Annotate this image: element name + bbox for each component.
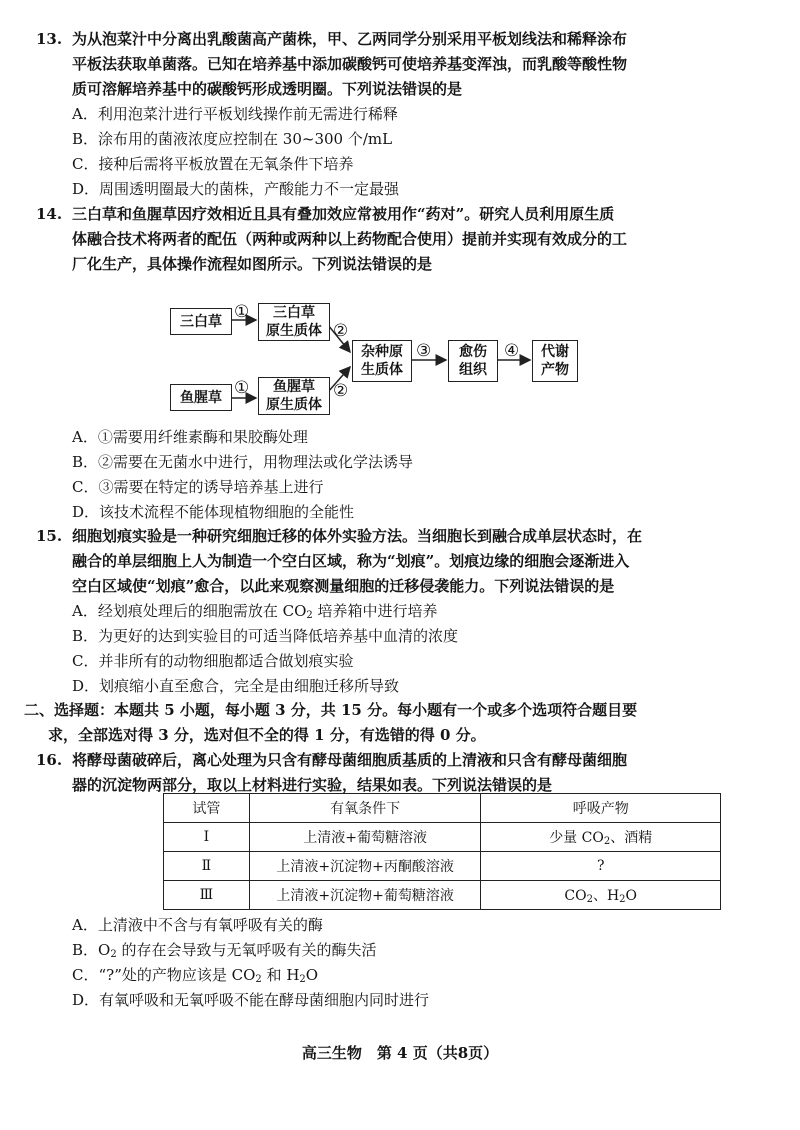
- q16-option-b-post: 的存在会导致与无氧呼吸有关的酶失活: [116, 941, 377, 959]
- header-tube: 试管: [164, 794, 250, 823]
- proto-yuxingcao-line2: 原生质体: [266, 397, 322, 413]
- q14-number: 14.: [36, 205, 63, 223]
- proto-yuxingcao-box: [258, 377, 330, 415]
- step4-label: ④: [504, 341, 520, 361]
- row3-tube: Ⅲ: [164, 881, 250, 910]
- callus-line1: 愈伤: [459, 344, 487, 360]
- q13-number: 13.: [36, 30, 63, 48]
- q16-option-a: A．上清液中不含与有氧呼吸有关的酶: [72, 916, 323, 934]
- plant-yuxingcao-box: [170, 384, 232, 411]
- header-condition: 有氧条件下: [249, 794, 481, 823]
- q16-option-b-sub: 2: [110, 949, 117, 960]
- q13-option-d: D．周围透明圈最大的菌株，产酸能力不一定最强: [72, 180, 400, 198]
- q15-option-a-post: 培养箱中进行培养: [312, 602, 438, 620]
- q16-option-c-mid: 和 H: [261, 966, 300, 984]
- q15-stem-line2: 融合的单层细胞上人为制造一个空白区域，称为“划痕”。划痕边缘的细胞会逐渐进入: [72, 552, 630, 570]
- q14-stem-line3: 厂化生产，具体操作流程如图所示。下列说法错误的是: [72, 255, 433, 273]
- row1-product-b: 、酒精: [610, 830, 653, 846]
- q15-stem-line1: 细胞划痕实验是一种研究细胞迁移的体外实验方法。当细胞长到融合成单层状态时，在: [72, 527, 643, 545]
- q14-stem-line1: 三白草和鱼腥草因疗效相近且具有叠加效应常被用作“药对”。研究人员利用原生质: [72, 205, 615, 223]
- q14-option-c: C．③需要在特定的诱导培养基上进行: [72, 478, 324, 496]
- section2-heading-line1: 二、选择题：本题共 5 小题，每小题 3 分，共 15 分。每小题有一个或多个选项符合题目要: [24, 701, 638, 719]
- q16-option-b-pre: B．O: [72, 941, 111, 959]
- plant-sanbaicao-label: 三白草: [180, 313, 222, 330]
- q16-option-c-sub: 2: [255, 974, 262, 985]
- metab-line1: 代谢: [541, 344, 569, 360]
- q13-stem-line1: 为从泡菜汁中分离出乳酸菌高产菌株，甲、乙两同学分别采用平板划线法和稀释涂布: [72, 30, 628, 48]
- row1-condition: 上清液+葡萄糖溶液: [249, 823, 481, 852]
- row3-product-sub2: 2: [619, 894, 626, 905]
- step2-label-bottom: ②: [333, 381, 349, 401]
- q16-results-table: [163, 793, 721, 910]
- q15-option-c: C．并非所有的动物细胞都适合做划痕实验: [72, 652, 354, 670]
- q15-option-a: [72, 601, 438, 621]
- row2-condition: 上清液+沉淀物+丙酮酸溶液: [249, 852, 481, 881]
- q13-option-a: A．利用泡菜汁进行平板划线操作前无需进行稀释: [72, 105, 398, 123]
- q13-option-c: C．接种后需将平板放置在无氧条件下培养: [72, 155, 354, 173]
- hybrid-protoplast-box: [352, 340, 412, 382]
- row3-product-b: 、H: [592, 888, 620, 904]
- q13-option-b: B．涂布用的菌液浓度应控制在 30~300 个/mL: [72, 130, 393, 148]
- step1-label-top: ①: [234, 302, 250, 322]
- table-header-row: [164, 794, 721, 823]
- metabolite-box: [532, 340, 578, 382]
- proto-yuxingcao-line1: 鱼腥草: [273, 379, 315, 395]
- q16-stem-line2: 器的沉淀物两部分，取以上材料进行实验，结果如表。下列说法错误的是: [72, 776, 553, 794]
- q15-option-d: D．划痕缩小直至愈合，完全是由细胞迁移所导致: [72, 677, 400, 695]
- proto-sanbaicao-box: [258, 303, 330, 341]
- q16-option-c-sub2: 2: [299, 974, 306, 985]
- q13-stem-line2: 平板法获取单菌落。已知在培养基中添加碳酸钙可使培养基变浑浊，而乳酸等酸性物: [72, 55, 628, 73]
- row3-product-sub: 2: [586, 894, 593, 905]
- q15-option-a-sub: 2: [306, 610, 313, 621]
- hybrid-line2: 生质体: [361, 362, 403, 378]
- q16-stem-line1: 将酵母菌破碎后，离心处理为只含有酵母菌细胞质基质的上清液和只含有酵母菌细胞: [72, 751, 628, 769]
- q14-option-d: D．该技术流程不能体现植物细胞的全能性: [72, 503, 355, 521]
- table-row: [164, 823, 721, 852]
- row1-tube: Ⅰ: [164, 823, 250, 852]
- q14-option-b: B．②需要在无菌水中进行，用物理法或化学法诱导: [72, 453, 414, 471]
- q15-stem-line3: 空白区域使“划痕”愈合，以此来观察测量细胞的迁移侵袭能力。下列说法错误的是: [72, 577, 615, 595]
- row3-product-c: O: [625, 888, 638, 904]
- q15-option-a-pre: A．经划痕处理后的细胞需放在 CO: [72, 602, 307, 620]
- header-product: 呼吸产物: [481, 794, 721, 823]
- hybrid-line1: 杂种原: [361, 344, 403, 360]
- proto-sanbaicao-line2: 原生质体: [266, 323, 322, 339]
- row1-product-a: 少量 CO: [549, 830, 604, 846]
- q14-option-a: A．①需要用纤维素酶和果胶酶处理: [72, 428, 308, 446]
- callus-box: [448, 340, 498, 382]
- metab-line2: 产物: [541, 362, 569, 378]
- row1-product: [481, 823, 721, 852]
- plant-yuxingcao-label: 鱼腥草: [180, 389, 222, 406]
- q16-option-c: [72, 965, 318, 985]
- step2-label-top: ②: [333, 321, 349, 341]
- q16-option-d: D．有氧呼吸和无氧呼吸不能在酵母菌细胞内同时进行: [72, 991, 430, 1009]
- callus-line2: 组织: [459, 362, 487, 378]
- row2-tube: Ⅱ: [164, 852, 250, 881]
- row1-product-sub: 2: [603, 836, 611, 847]
- q15-number: 15.: [36, 527, 63, 545]
- row3-condition: 上清液+沉淀物+葡萄糖溶液: [249, 881, 481, 910]
- q16-option-c-post: O: [305, 966, 319, 984]
- step1-label-bottom: ①: [234, 378, 250, 398]
- section2-heading-line2: 求，全部选对得 3 分，选对但不全的得 1 分，有选错的得 0 分。: [48, 726, 486, 744]
- row3-product-a: CO: [564, 888, 587, 904]
- row3-product: [481, 881, 721, 910]
- q16-option-c-pre: C．“?”处的产物应该是 CO: [72, 966, 256, 984]
- table-row: [164, 852, 721, 881]
- q16-number: 16.: [36, 751, 63, 769]
- q15-option-b: B．为更好的达到实验目的可适当降低培养基中血清的浓度: [72, 627, 459, 645]
- plant-sanbaicao-box: [170, 308, 232, 335]
- q13-stem-line3: 质可溶解培养基中的碳酸钙形成透明圈。下列说法错误的是: [72, 80, 463, 98]
- proto-sanbaicao-line1: 三白草: [273, 305, 315, 321]
- step3-label: ③: [416, 341, 432, 361]
- table-row: [164, 881, 721, 910]
- row2-product: ?: [481, 852, 721, 881]
- q16-option-b: [72, 940, 376, 960]
- page-footer: 高三生物 第 4 页（共8页）: [301, 1044, 499, 1062]
- q14-stem-line2: 体融合技术将两者的配伍（两种或两种以上药物配合使用）提前并实现有效成分的工: [72, 230, 628, 248]
